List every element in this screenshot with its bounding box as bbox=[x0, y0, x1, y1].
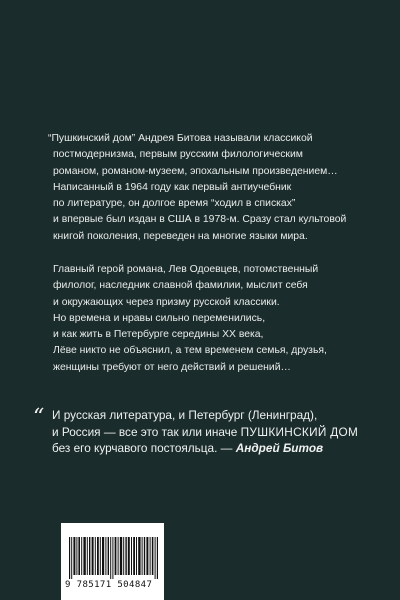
quote-text: и Россия — все это так или иначе bbox=[52, 424, 241, 439]
barcode-panel bbox=[61, 523, 164, 600]
blurb-line: Написанный в 1964 году как первый антиучебник bbox=[53, 181, 292, 193]
blurb-line: и как жить в Петербурге середины XX века, bbox=[53, 329, 264, 341]
quote-line: И русская литература, и Петербург (Ленинград), bbox=[52, 408, 318, 422]
blurb-paragraph-2 bbox=[0, 262, 400, 376]
blurb-line: филолог, наследник славной фамилии, мыслит себя bbox=[53, 280, 308, 292]
quote-book-title: ПУШКИНСКИЙ ДОМ bbox=[240, 424, 359, 439]
barcode-graphic bbox=[69, 537, 159, 579]
quote-author: Андрей Битов bbox=[235, 441, 324, 456]
blurb-line: по литературе, он долгое время “ходил в списках” bbox=[53, 198, 296, 210]
blurb-line: “Пушкинский дом” Андрея Битова называли классикой bbox=[48, 133, 313, 144]
blurb-line: романом, романом-музеем, эпохальным произведением… bbox=[53, 165, 338, 177]
blurb-line: книгой поколения, переведен на многие языки мира. bbox=[53, 230, 308, 242]
blurb-line: и впервые был издан в США в 1978-м. Сразу стал культовой bbox=[53, 214, 347, 226]
blurb-line: женщины требуют от него действий и решений… bbox=[53, 361, 291, 373]
quote-line bbox=[0, 424, 400, 441]
blurb-line: и окружающих через призму русской классики. bbox=[53, 296, 280, 308]
quote-text: без его курчавого постояльца. — bbox=[52, 441, 236, 456]
blurb-paragraph-1 bbox=[0, 131, 400, 245]
blurb-line: Лёве никто не объяснил, а тем временем семья, друзья, bbox=[53, 345, 327, 357]
isbn-number: 9 785171 504847 bbox=[65, 580, 153, 590]
blurb-line: Главный герой романа, Лев Одоевцев, потомственный bbox=[53, 264, 319, 275]
quote-mark: “ bbox=[33, 405, 45, 430]
blurb-line: постмодернизма, первым русским филологическим bbox=[53, 149, 303, 161]
quote-line bbox=[0, 440, 400, 457]
blurb-line: Но времена и нравы сильно переменились, bbox=[53, 312, 266, 324]
author-quote bbox=[0, 407, 400, 457]
